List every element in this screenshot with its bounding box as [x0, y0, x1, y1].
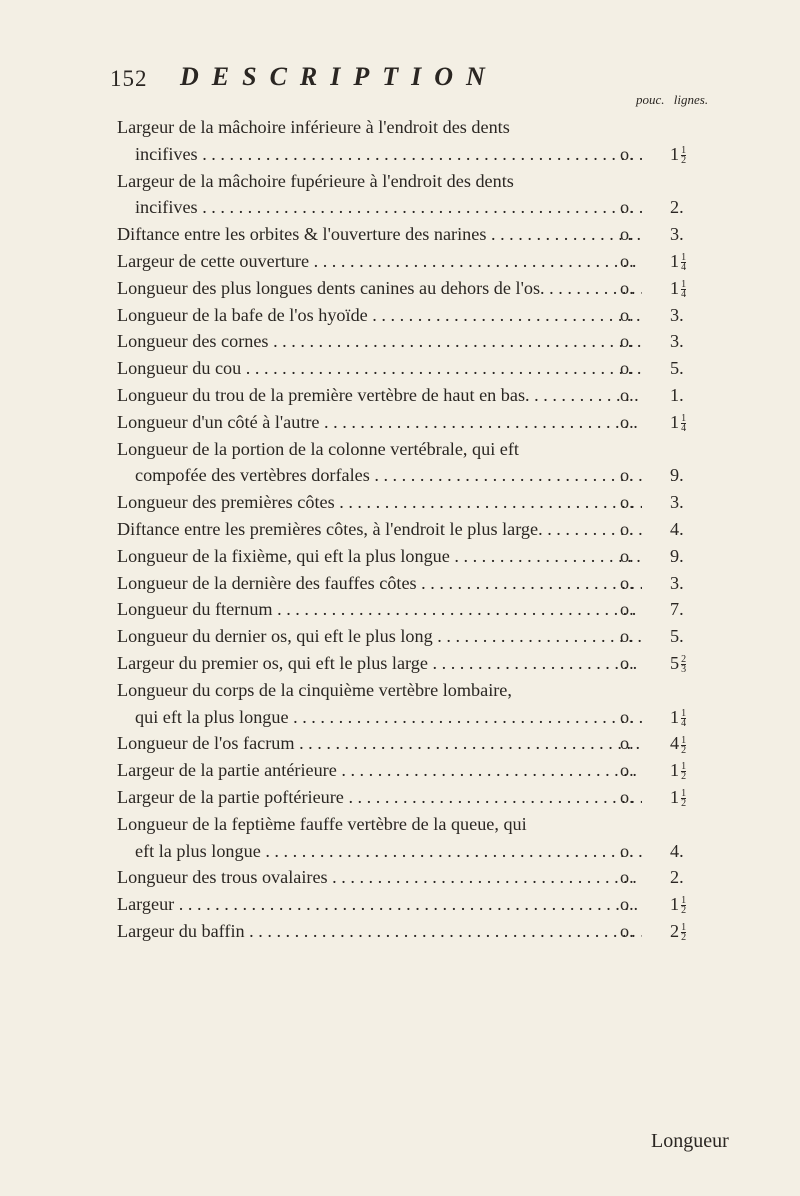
- measurement-row: [117, 114, 777, 168]
- pouces-heading: pouc.: [636, 92, 665, 107]
- lignes-fraction: [681, 146, 686, 165]
- lignes-value: [670, 864, 750, 891]
- pouces-value: o.: [620, 867, 634, 888]
- measurement-label-line: incifives . . .: [117, 194, 642, 221]
- lignes-value: [670, 757, 750, 784]
- dot-leader: [309, 251, 642, 271]
- lignes-whole: 3.: [670, 492, 684, 513]
- lignes-value: [670, 784, 750, 811]
- lignes-fraction: [681, 923, 686, 942]
- measurement-row: [117, 436, 777, 490]
- measurement-row: [117, 730, 777, 757]
- measurement-row: [117, 891, 777, 918]
- lignes-fraction: [681, 709, 686, 728]
- lignes-value: [670, 838, 750, 865]
- fraction-numerator: 1: [681, 734, 687, 746]
- measurement-row: [117, 918, 777, 945]
- measurement-label-line: Largeur de cette ouverture . . .: [117, 248, 642, 275]
- dot-leader: [450, 546, 642, 566]
- measurement-label-line: Longueur de la bafe de l'os hyoïde . . .: [117, 302, 642, 329]
- catchword: Longueur: [651, 1130, 729, 1152]
- dot-leader: [295, 733, 642, 753]
- page-number: 152: [110, 66, 148, 91]
- lignes-value: [670, 704, 750, 731]
- lignes-whole: 4.: [670, 840, 684, 861]
- dot-leader: [320, 412, 643, 432]
- pouces-value: o.: [620, 733, 634, 754]
- lignes-whole: 1: [670, 277, 680, 298]
- pouces-value: o.: [620, 465, 634, 486]
- pouces-value: o.: [620, 706, 634, 727]
- measurement-label-line: Largeur de la partie poftérieure . . .: [117, 784, 642, 811]
- pouces-value: o.: [620, 599, 634, 620]
- lignes-heading: lignes.: [673, 92, 709, 107]
- pouces-value: o.: [620, 331, 634, 352]
- measurement-row: [117, 784, 777, 811]
- fraction-denominator: 2: [681, 932, 687, 944]
- measurement-label-line: Largeur . . .: [117, 891, 642, 918]
- lignes-value: [670, 275, 750, 302]
- measurement-label-line: eft la plus longue . . .: [117, 838, 642, 865]
- measurement-label-line: incifives . . .: [117, 141, 642, 168]
- measurement-label-line: Largeur de la mâchoire inférieure à l'endroit des dents: [117, 117, 510, 137]
- lignes-whole: 5: [670, 652, 680, 673]
- pouces-value: o.: [620, 411, 634, 432]
- measurement-label-line: Longueur du dernier os, qui eft le plus long . . .: [117, 623, 642, 650]
- fraction-numerator: 1: [681, 279, 687, 291]
- lignes-fraction: [681, 655, 686, 674]
- lignes-value: [670, 543, 750, 570]
- dot-leader: [269, 331, 642, 351]
- dot-leader: [174, 894, 642, 914]
- fraction-numerator: 1: [681, 788, 687, 800]
- dot-leader: [198, 197, 642, 217]
- measurement-row: [117, 596, 777, 623]
- pouces-value: o.: [620, 920, 634, 941]
- lignes-whole: 1: [670, 760, 680, 781]
- measurement-row: [117, 811, 777, 865]
- lignes-value: [670, 650, 750, 677]
- dot-leader: [198, 144, 642, 164]
- measurement-row: [117, 409, 777, 436]
- measurement-row: [117, 168, 777, 222]
- lignes-whole: 5.: [670, 626, 684, 647]
- pouces-value: o.: [620, 304, 634, 325]
- measurement-label-line: Diftance entre les orbites & l'ouverture des narines . . .: [117, 221, 642, 248]
- measurement-label-line: Longueur du cou . . .: [117, 355, 642, 382]
- measurement-row: [117, 864, 777, 891]
- pouces-value: o.: [620, 492, 634, 513]
- measurement-table: [117, 114, 777, 945]
- measurement-label-line: Longueur des trous ovalaires . . .: [117, 864, 642, 891]
- dot-leader: [241, 358, 642, 378]
- pouces-value: o.: [620, 224, 634, 245]
- dot-leader: [368, 305, 642, 325]
- fraction-numerator: 1: [681, 895, 687, 907]
- lignes-value: [670, 596, 750, 623]
- fraction-numerator: 1: [681, 413, 687, 425]
- dot-leader: [337, 760, 642, 780]
- lignes-whole: 1.: [670, 384, 684, 405]
- lignes-whole: 2: [670, 920, 680, 941]
- measurement-label-line: Largeur du baffin . . .: [117, 918, 642, 945]
- lignes-fraction: [681, 736, 686, 755]
- lignes-value: [670, 462, 750, 489]
- lignes-value: [670, 730, 750, 757]
- measurement-label-line: Longueur d'un côté à l'autre . . .: [117, 409, 642, 436]
- lignes-value: [670, 194, 750, 221]
- measurement-row: [117, 677, 777, 731]
- lignes-fraction: [681, 280, 686, 299]
- pouces-value: o.: [620, 626, 634, 647]
- measurement-row: [117, 302, 777, 329]
- pouces-value: o.: [620, 518, 634, 539]
- lignes-whole: 3.: [670, 572, 684, 593]
- measurement-label-line: Largeur de la mâchoire fupérieure à l'endroit des dents: [117, 170, 514, 191]
- measurement-label-line: Longueur des premières côtes . . .: [117, 489, 642, 516]
- pouces-value: o.: [620, 384, 634, 405]
- lignes-whole: 2.: [670, 867, 684, 888]
- measurement-label-line: Longueur des plus longues dents canines au dehors de l'os. . . .: [117, 275, 642, 302]
- dot-leader: [486, 224, 642, 244]
- dot-leader: [328, 867, 642, 887]
- lignes-value: [670, 570, 750, 597]
- fraction-numerator: 1: [681, 707, 687, 719]
- measurement-label-line: Longueur de la portion de la colonne vertébrale, qui eft: [117, 438, 519, 459]
- fraction-numerator: 2: [681, 654, 687, 666]
- measurement-row: [117, 650, 777, 677]
- measurement-row: [117, 489, 777, 516]
- lignes-whole: 1: [670, 250, 680, 271]
- lignes-value: [670, 355, 750, 382]
- pouces-value: o.: [620, 652, 634, 673]
- fraction-denominator: 2: [681, 771, 687, 783]
- lignes-whole: 9.: [670, 545, 684, 566]
- lignes-value: [670, 248, 750, 275]
- fraction-denominator: 4: [681, 717, 687, 729]
- lignes-value: [670, 918, 750, 945]
- measurement-label-line: Longueur des cornes . . .: [117, 328, 642, 355]
- measurement-label-line: Longueur de l'os facrum . . .: [117, 730, 642, 757]
- fraction-denominator: 4: [681, 423, 687, 435]
- dot-leader: [370, 465, 642, 485]
- lignes-value: [670, 328, 750, 355]
- measurement-row: [117, 623, 777, 650]
- measurement-row: [117, 355, 777, 382]
- lignes-whole: 3.: [670, 224, 684, 245]
- dot-leader: [289, 707, 642, 727]
- pouces-value: o.: [620, 545, 634, 566]
- lignes-whole: 4: [670, 733, 680, 754]
- pouces-value: o.: [620, 358, 634, 379]
- pouces-value: o.: [620, 786, 634, 807]
- measurement-label-line: Longueur du corps de la cinquième vertèbre lombaire,: [117, 679, 512, 700]
- dot-leader: [335, 492, 642, 512]
- lignes-value: [670, 409, 750, 436]
- lignes-value: [670, 141, 750, 168]
- lignes-fraction: [681, 789, 686, 808]
- pouces-value: o.: [620, 572, 634, 593]
- lignes-whole: 9.: [670, 465, 684, 486]
- dot-leader: [261, 841, 642, 861]
- measurement-row: [117, 275, 777, 302]
- measurement-label-line: compofée des vertèbres dorfales . . .: [117, 462, 642, 489]
- pouces-value: o.: [620, 840, 634, 861]
- pouces-value: o.: [620, 143, 634, 164]
- fraction-denominator: 2: [681, 905, 687, 917]
- lignes-whole: 7.: [670, 599, 684, 620]
- fraction-denominator: 4: [681, 289, 687, 301]
- measurement-row: [117, 516, 777, 543]
- dot-leader: [245, 921, 642, 941]
- dot-leader: [417, 573, 642, 593]
- fraction-numerator: 1: [681, 145, 687, 157]
- lignes-fraction: [681, 253, 686, 272]
- measurement-label-line: Largeur de la partie antérieure . . .: [117, 757, 642, 784]
- lignes-value: [670, 382, 750, 409]
- lignes-whole: 1: [670, 143, 680, 164]
- dot-leader: [344, 787, 642, 807]
- lignes-whole: 4.: [670, 518, 684, 539]
- page-header: [110, 62, 710, 98]
- lignes-whole: 1: [670, 706, 680, 727]
- lignes-whole: 3.: [670, 331, 684, 352]
- measurement-label-line: Longueur de la fixième, qui eft la plus longue . . .: [117, 543, 642, 570]
- measurement-label-line: Diftance entre les premières côtes, à l'endroit le plus large. . . .: [117, 516, 642, 543]
- column-headings: [636, 92, 714, 108]
- dot-leader: [433, 626, 642, 646]
- lignes-whole: 5.: [670, 358, 684, 379]
- fraction-denominator: 3: [681, 664, 687, 676]
- lignes-whole: 1: [670, 894, 680, 915]
- lignes-value: [670, 623, 750, 650]
- lignes-fraction: [681, 896, 686, 915]
- lignes-fraction: [681, 762, 686, 781]
- measurement-row: [117, 221, 777, 248]
- fraction-numerator: 1: [681, 922, 687, 934]
- lignes-value: [670, 516, 750, 543]
- lignes-value: [670, 489, 750, 516]
- pouces-value: o.: [620, 760, 634, 781]
- pouces-value: o.: [620, 894, 634, 915]
- fraction-denominator: 2: [681, 744, 687, 756]
- running-title: DESCRIPTION: [180, 62, 498, 91]
- lignes-value: [670, 221, 750, 248]
- lignes-value: [670, 891, 750, 918]
- measurement-row: [117, 248, 777, 275]
- measurement-label-line: Largeur du premier os, qui eft le plus large . . .: [117, 650, 642, 677]
- fraction-denominator: 2: [681, 155, 687, 167]
- measurement-row: [117, 328, 777, 355]
- lignes-whole: 1: [670, 411, 680, 432]
- measurement-label-line: Longueur du fternum . . .: [117, 596, 642, 623]
- measurement-row: [117, 757, 777, 784]
- lignes-whole: 1: [670, 786, 680, 807]
- lignes-whole: 3.: [670, 304, 684, 325]
- fraction-denominator: 4: [681, 262, 687, 274]
- dot-leader: [428, 653, 642, 673]
- measurement-label-line: Longueur de la feptième fauffe vertèbre de la queue, qui: [117, 813, 527, 834]
- measurement-row: [117, 382, 777, 409]
- fraction-denominator: 2: [681, 798, 687, 810]
- measurement-label-line: qui eft la plus longue . . .: [117, 704, 642, 731]
- lignes-fraction: [681, 414, 686, 433]
- lignes-whole: 2.: [670, 197, 684, 218]
- measurement-row: [117, 570, 777, 597]
- fraction-numerator: 1: [681, 252, 687, 264]
- fraction-numerator: 1: [681, 761, 687, 773]
- pouces-value: o.: [620, 250, 634, 271]
- measurement-label-line: Longueur du trou de la première vertèbre de haut en bas. . . .: [117, 382, 642, 409]
- measurement-row: [117, 543, 777, 570]
- pouces-value: o.: [620, 277, 634, 298]
- dot-leader: [273, 599, 642, 619]
- pouces-value: o.: [620, 197, 634, 218]
- measurement-label-line: Longueur de la dernière des fauffes côtes . . .: [117, 570, 642, 597]
- lignes-value: [670, 302, 750, 329]
